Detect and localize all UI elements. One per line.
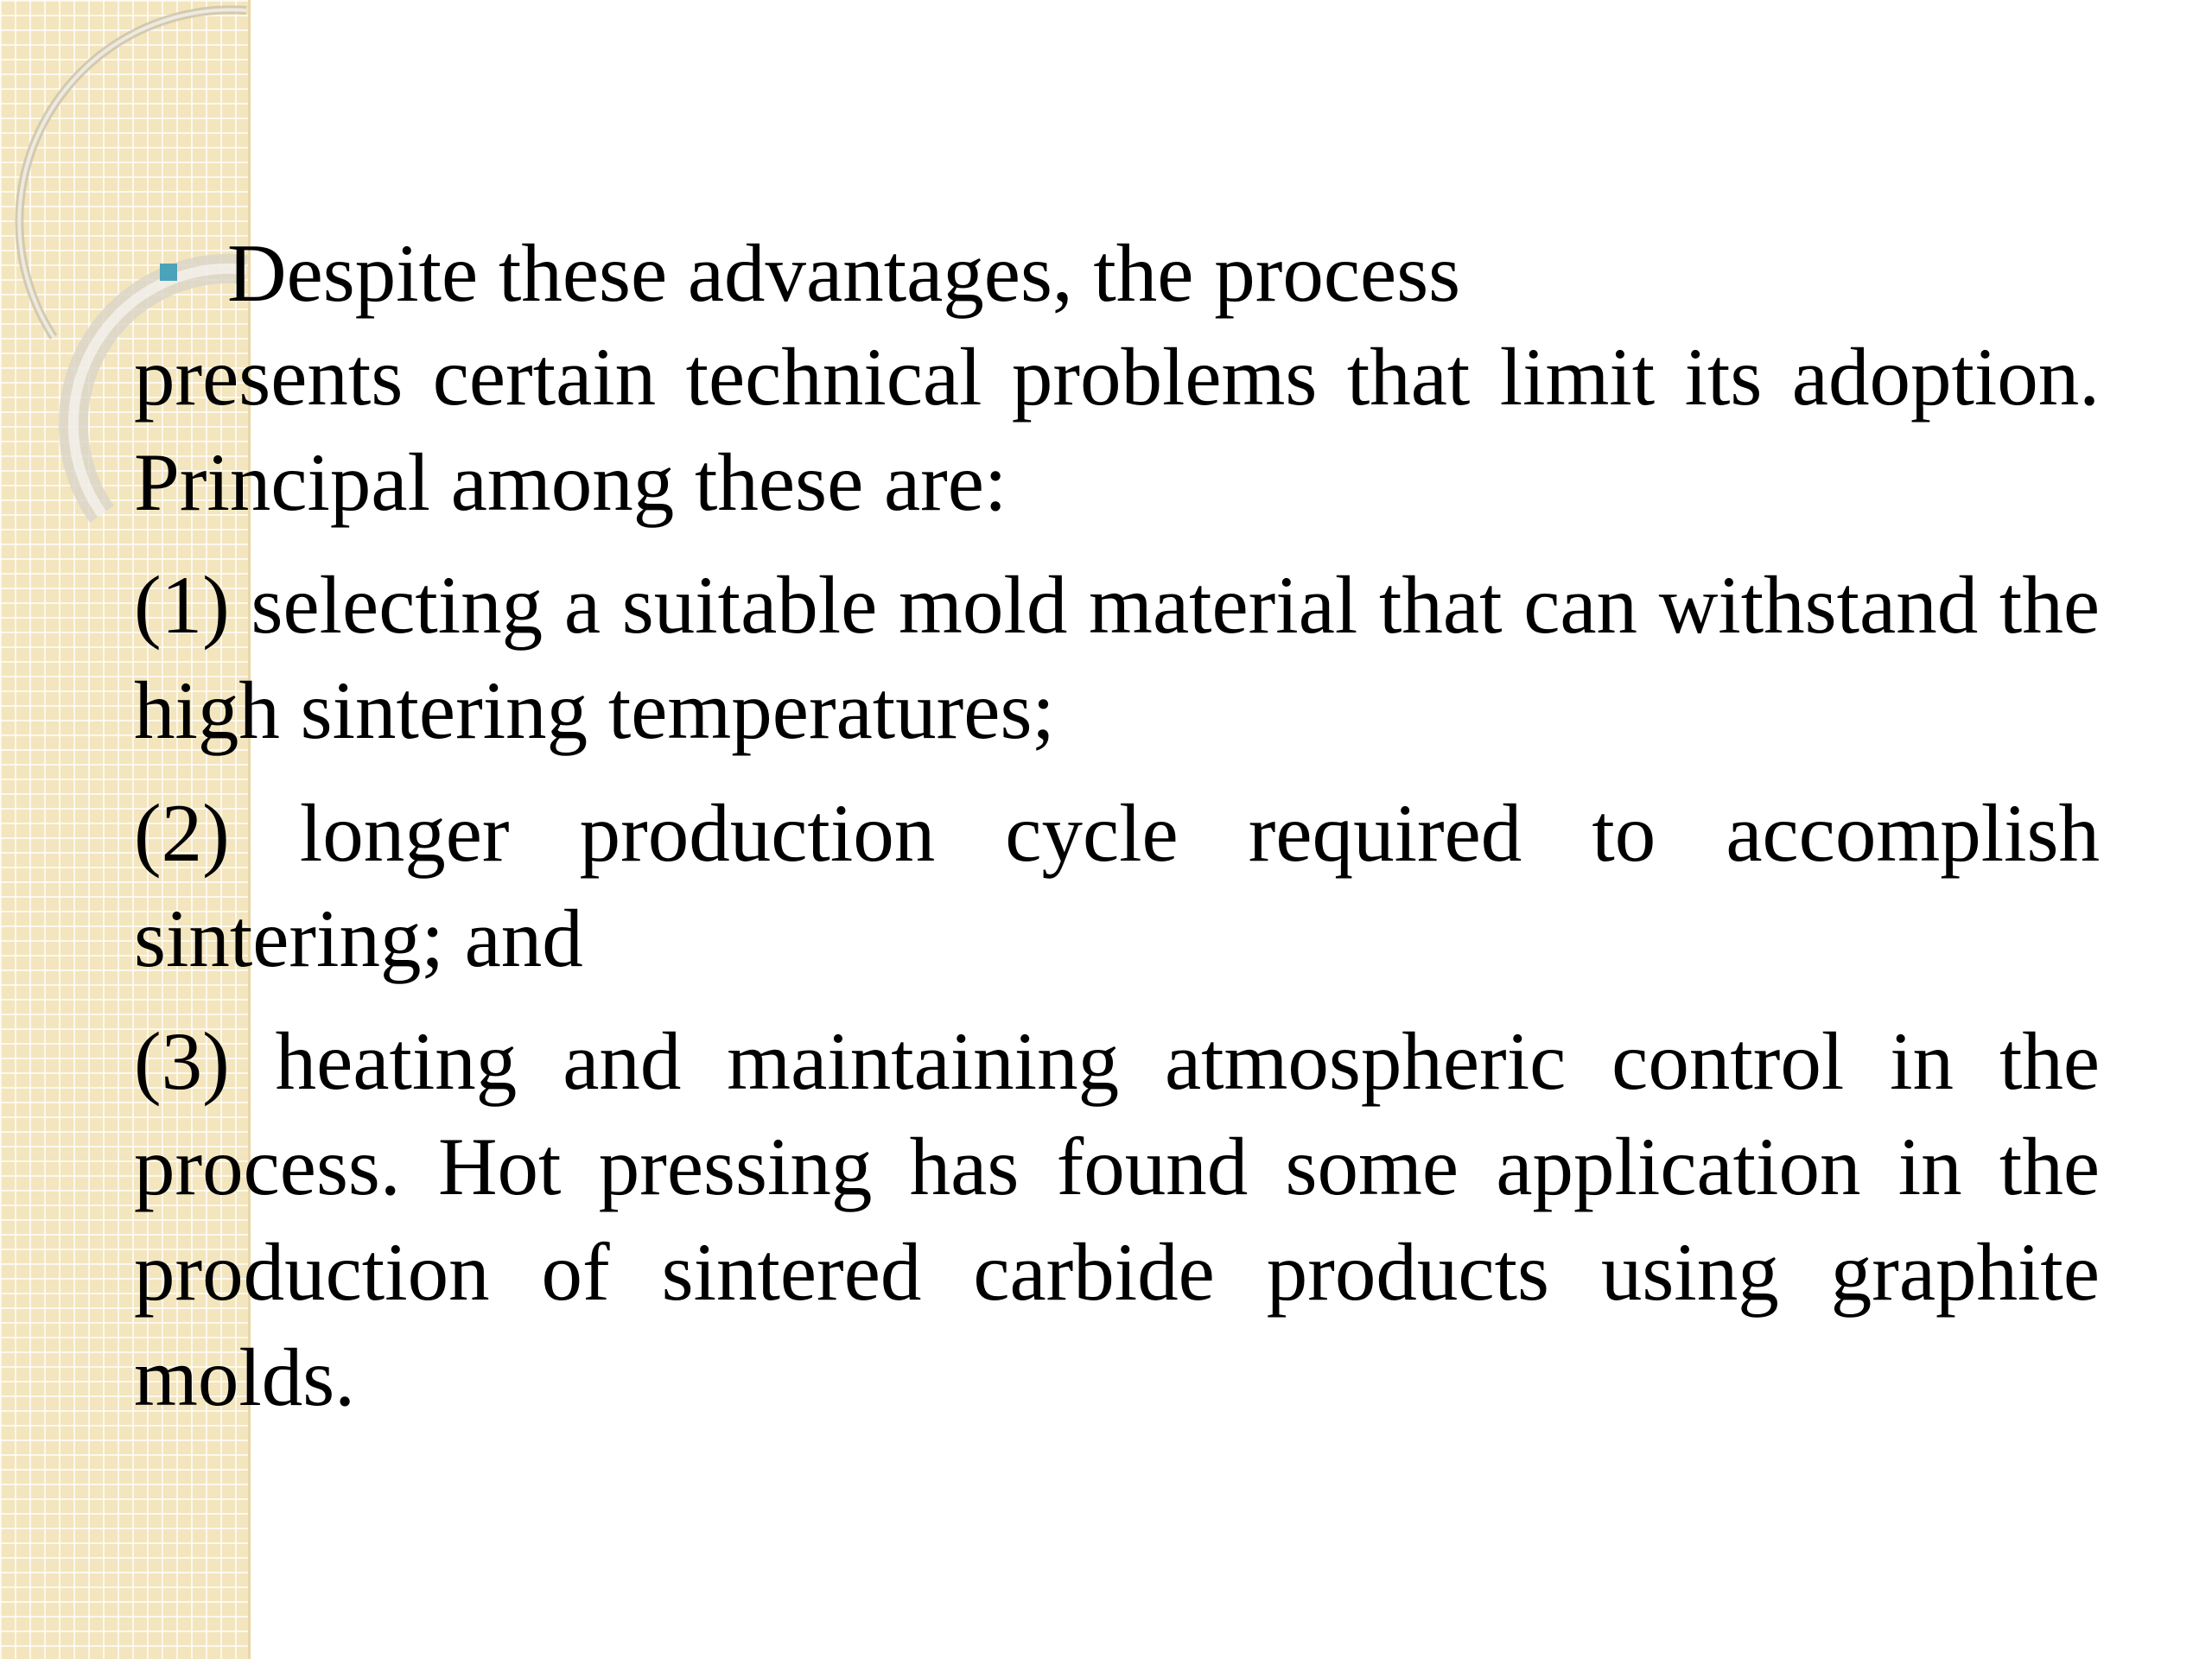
slide-body [134, 220, 2100, 1430]
list-item-1: (1) selecting a suitable mold material that can withstand the high sintering temperatures; [134, 559, 2100, 756]
list-item-2: (2) longer production cycle required to accomplish sintering; and [134, 787, 2100, 984]
square-bullet-icon [160, 264, 177, 281]
bullet-continuation: presents certain technical problems that limit its adoption. Principal among these are: [134, 331, 2100, 528]
bullet-first-line-text: Despite these advantages, the process [227, 227, 1461, 319]
list-item-3: (3) heating and maintaining atmospheric control in the process. Hot pressing has found some application in the production of sintered carbide products using graphite molds. [134, 1015, 2100, 1423]
bullet-line [134, 220, 2100, 326]
